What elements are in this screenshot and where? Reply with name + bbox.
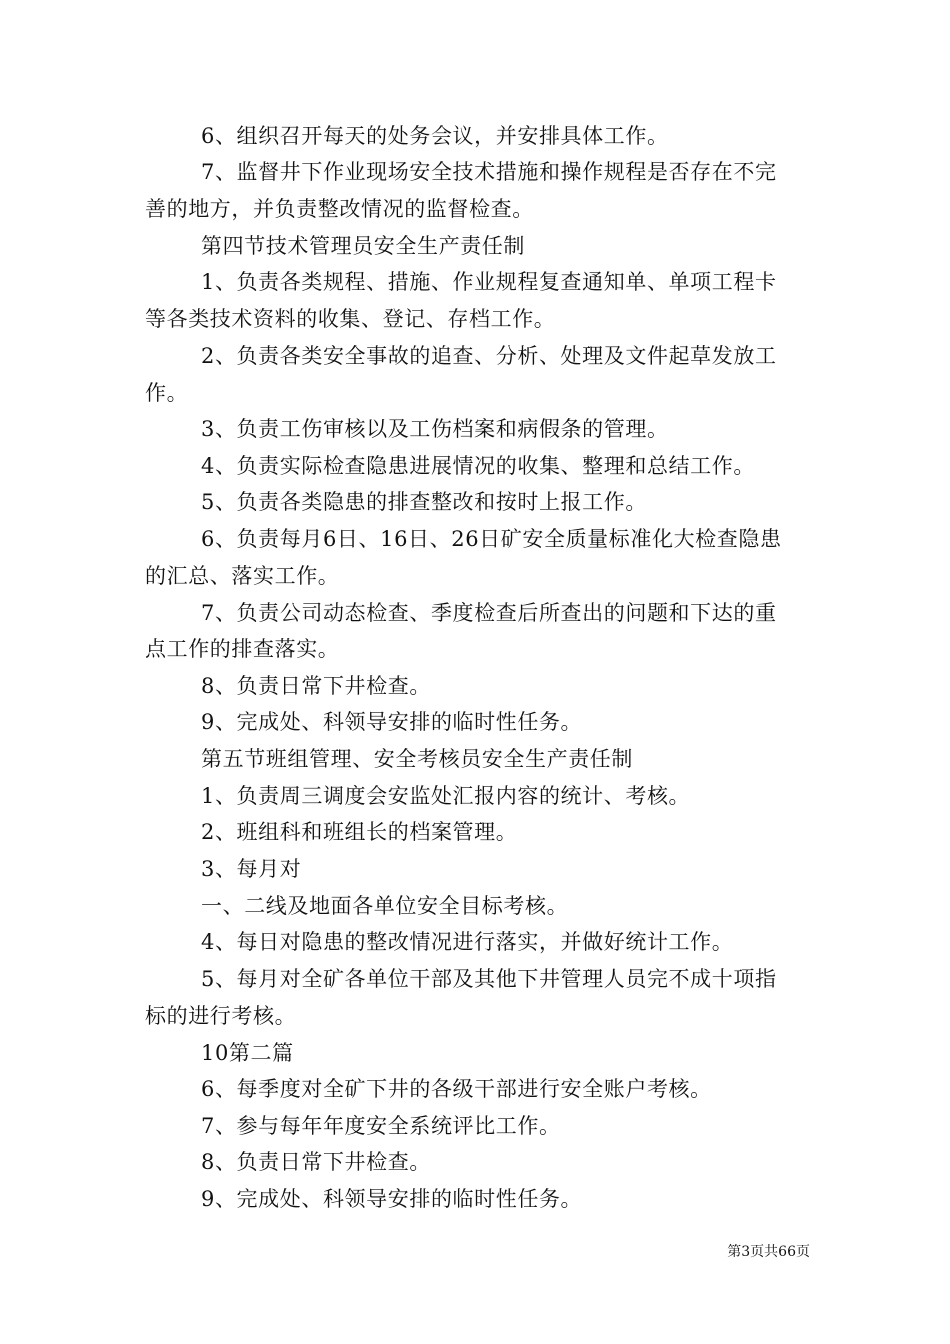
paragraph-line: 6、组织召开每天的处务会议，并安排具体工作。 [201,124,669,148]
paragraph-line: 等各类技术资料的收集、登记、存档工作。 [145,307,556,331]
paragraph-line: 作。 [145,381,189,405]
paragraph-line: 2、班组科和班组长的档案管理。 [201,820,518,844]
paragraph-line: 9、完成处、科领导安排的临时性任务。 [201,710,583,734]
paragraph-line: 5、负责各类隐患的排查整改和按时上报工作。 [201,490,647,514]
paragraph-line: 7、负责公司动态检查、季度检查后所查出的问题和下达的重 [201,601,777,625]
paragraph-line: 2、负责各类安全事故的追查、分析、处理及文件起草发放工 [201,344,777,368]
paragraph-line: 4、负责实际检查隐患进展情况的收集、整理和总结工作。 [201,454,755,478]
paragraph-line: 的汇总、落实工作。 [145,564,340,588]
paragraph-line: 6、每季度对全矿下井的各级干部进行安全账户考核。 [201,1077,712,1101]
paragraph-line: 点工作的排查落实。 [145,637,340,661]
paragraph-line: 7、参与每年年度安全系统评比工作。 [201,1114,561,1138]
paragraph-line: 善的地方，并负责整改情况的监督检查。 [145,197,534,221]
paragraph-line: 一、二线及地面各单位安全目标考核。 [201,894,569,918]
section-heading: 第五节班组管理、安全考核员安全生产责任制 [201,747,633,771]
paragraph-line: 标的进行考核。 [145,1004,297,1028]
paragraph-line: 1、负责各类规程、措施、作业规程复查通知单、单项工程卡 [201,270,777,294]
paragraph-line: 8、负责日常下井检查。 [201,674,431,698]
paragraph-line: 3、每月对 [201,857,302,881]
page-number: 第3页共66页 [727,1244,810,1260]
paragraph-line: 7、监督井下作业现场安全技术措施和操作规程是否存在不完 [201,160,777,184]
paragraph-line: 6、负责每月6日、16日、26日矿安全质量标准化大检查隐患 [201,527,782,551]
paragraph-line: 3、负责工伤审核以及工伤档案和病假条的管理。 [201,417,669,441]
paragraph-line: 9、完成处、科领导安排的临时性任务。 [201,1187,583,1211]
paragraph-line: 1、负责周三调度会安监处汇报内容的统计、考核。 [201,784,691,808]
section-heading: 第四节技术管理员安全生产责任制 [201,234,525,258]
paragraph-line: 8、负责日常下井检查。 [201,1150,431,1174]
paragraph-line: 10第二篇 [201,1041,294,1065]
paragraph-line: 5、每月对全矿各单位干部及其他下井管理人员完不成十项指 [201,967,777,991]
paragraph-line: 4、每日对隐患的整改情况进行落实，并做好统计工作。 [201,930,734,954]
